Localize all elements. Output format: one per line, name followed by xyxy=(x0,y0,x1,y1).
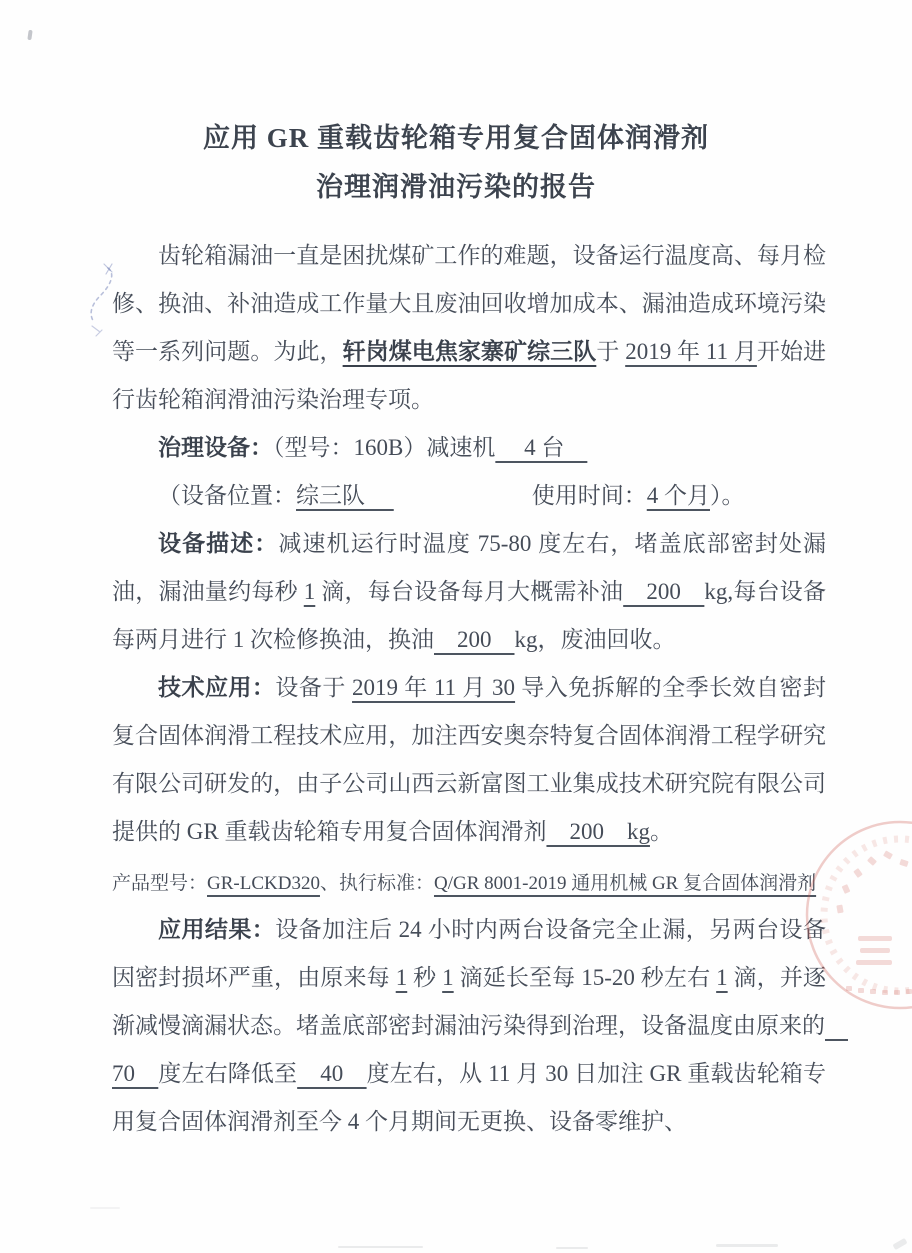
text-segment: 综三队 xyxy=(296,483,394,508)
scan-smudge xyxy=(556,1247,588,1249)
paragraph-technology-application xyxy=(112,664,826,856)
text-segment: 开始进行齿轮箱润滑油污染治理专项。 xyxy=(112,339,827,412)
text-segment: 秒 xyxy=(407,965,443,990)
text-segment: 设备于 xyxy=(275,675,353,700)
text-segment: 4 个月 xyxy=(646,483,710,508)
text-segment: 200 xyxy=(434,627,515,652)
text-segment: 4 台 xyxy=(495,435,588,460)
title-line-1: 应用 GR 重载齿轮箱专用复合固体润滑剂 xyxy=(203,123,709,153)
text-segment: 导入免拆解的全季长效自密封复合固体润滑工程技术应用，加注西安奥奈特复合固体润滑工程学研究有限公司研发的，由子公司山西云新富图工业集成技术研究院有限公司提供的 GR 重载齿轮箱专用复合固体润滑剂 xyxy=(112,675,827,844)
paragraph-location-duration xyxy=(112,472,826,520)
text-segment: 设备描述： xyxy=(158,531,279,556)
text-segment: 1 xyxy=(716,965,728,990)
document-title xyxy=(0,0,912,212)
text-segment: 应用结果： xyxy=(158,917,276,942)
text-segment: 70 xyxy=(112,1013,848,1086)
paragraph-product-model xyxy=(112,862,826,906)
text-segment: 轩岗煤电焦家寨矿综三队 xyxy=(342,339,597,364)
text-segment: kg,每台设备每两月进行 1 次检修换油，换油 xyxy=(112,579,827,652)
text-segment: （型号：160B）减速机 xyxy=(273,435,496,460)
text-segment: 1 xyxy=(442,965,454,990)
text-segment: 使用时间： xyxy=(531,483,647,508)
text-segment: 度左右降低至 xyxy=(158,1061,298,1086)
text-segment: 滴，每台设备每月大概需补油 xyxy=(315,579,624,604)
text-segment: 200 xyxy=(623,579,705,604)
text-segment: kg，废油回收。 xyxy=(514,627,676,652)
text-segment: 2019 年 11 月 xyxy=(625,339,757,364)
text-segment: 滴，并逐渐减慢滴漏状态。堵盖底部密封漏油污染得到治理，设备温度由原来的 xyxy=(112,965,827,1038)
text-segment: 治理设备： xyxy=(158,435,273,460)
paragraph-treated-equipment xyxy=(112,424,826,472)
text-segment: 、执行标准： xyxy=(319,873,434,894)
paragraph-application-results xyxy=(112,906,848,1146)
text-segment: 2019 年 11 月 30 xyxy=(352,675,516,700)
text-segment: Q/GR 8001-2019 通用机械 GR 复合固体润滑剂 xyxy=(433,873,817,894)
text-segment: 技术应用： xyxy=(158,675,276,700)
scan-smudge xyxy=(716,1244,778,1247)
text-segment: 40 xyxy=(297,1061,367,1086)
text-segment: 度左右，从 11 月 30 日加注 GR 重载齿轮箱专用复合固体润滑剂至今 4 个月期间无更换、设备零维护、 xyxy=(112,1061,827,1134)
scan-smudge xyxy=(338,1246,423,1248)
text-segment: 200 kg xyxy=(546,819,650,844)
text-segment: GR-LCKD320 xyxy=(207,873,320,894)
text-segment: 产品型号： xyxy=(112,873,208,894)
document-body xyxy=(112,232,848,1146)
text-segment: 设备加注后 24 小时内两台设备完全止漏，另两台设备因密封损坏严重，由原来每 xyxy=(112,917,827,990)
scan-smudge xyxy=(90,1207,120,1209)
text-segment xyxy=(394,483,532,508)
text-segment: 1 xyxy=(303,579,316,604)
text-segment: 减速机运行时温度 75-80 度左右，堵盖底部密封处漏油，漏油量约每秒 xyxy=(112,531,826,604)
text-segment: ）。 xyxy=(710,483,745,508)
text-segment: （设备位置： xyxy=(158,483,296,508)
paragraph-equipment-description xyxy=(112,520,826,664)
text-segment: 于 xyxy=(596,339,626,364)
text-segment: 滴延长至每 15-20 秒左右 xyxy=(453,965,717,990)
paragraph-intro xyxy=(112,232,826,424)
title-line-2: 治理润滑油污染的报告 xyxy=(316,172,596,202)
text-segment: 。 xyxy=(649,819,673,844)
text-segment: 齿轮箱漏油一直是困扰煤矿工作的难题，设备运行温度高、每月检修、换油、补油造成工作量大且废油回收增加成本、漏油造成环境污染等一系列问题。为此， xyxy=(112,243,826,364)
text-segment: 1 xyxy=(395,965,408,990)
scan-smudge xyxy=(892,1238,907,1250)
